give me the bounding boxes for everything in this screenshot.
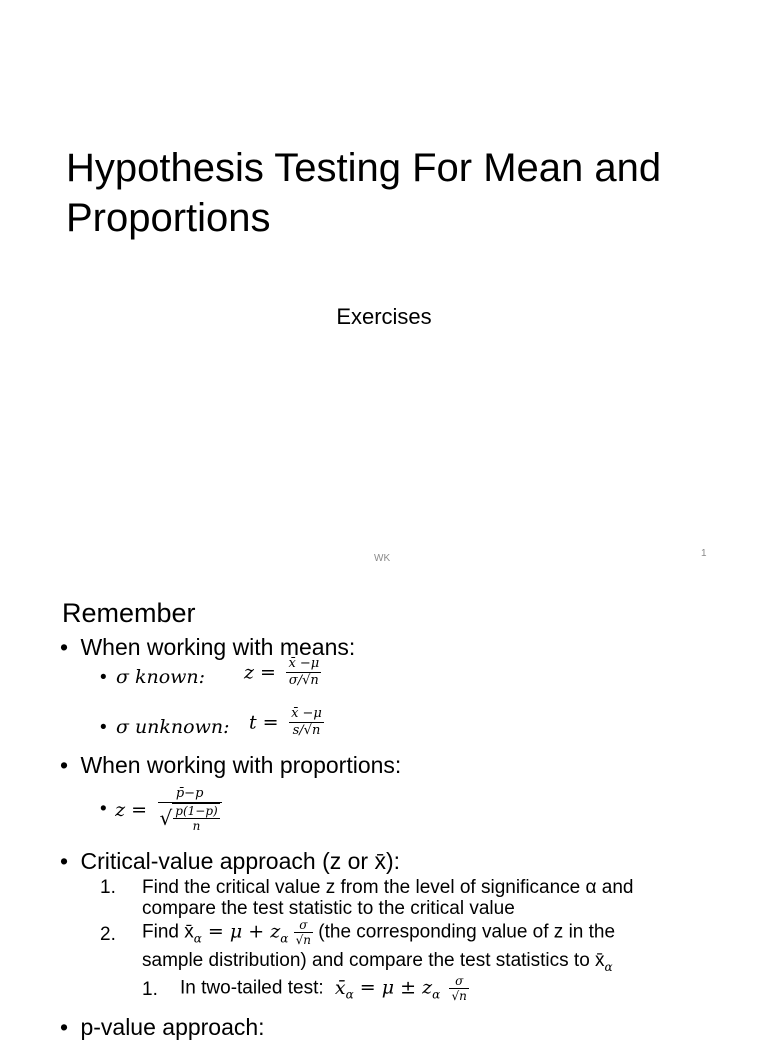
remember-slide bbox=[0, 576, 768, 1040]
sigma-unknown-formula bbox=[249, 706, 324, 739]
proportion-inner-denominator: n bbox=[173, 818, 219, 833]
critical-item2-frac-den: √n bbox=[295, 933, 311, 947]
proportion-fraction bbox=[158, 786, 222, 833]
critical-item1-number: 1. bbox=[100, 877, 116, 898]
slide-title bbox=[66, 143, 726, 243]
means-heading: When working with means: bbox=[80, 634, 356, 660]
bullet-sigma-unknown bbox=[100, 716, 230, 739]
slide-title-line2: Proportions bbox=[66, 196, 271, 240]
slide-title-line1: Hypothesis Testing For Mean and bbox=[66, 146, 662, 190]
bullet-dot: • bbox=[100, 717, 107, 738]
critical-item2-line2-text: sample distribution) and compare the test statistics to x̄ bbox=[142, 950, 605, 971]
sqrt-symbol-icon: √ bbox=[159, 806, 173, 830]
bullet-dot: • bbox=[60, 1014, 69, 1040]
critical-item1-line1: Find the critical value z from the level of significance α and bbox=[142, 877, 634, 898]
sub-item1-text: In two-tailed test: bbox=[180, 977, 324, 999]
critical-item2-line2-sub: α bbox=[604, 959, 613, 974]
critical-item2-line2 bbox=[142, 950, 613, 974]
proportion-formula bbox=[100, 786, 222, 833]
bullet-sigma-known bbox=[100, 666, 205, 689]
critical-item2-fraction bbox=[294, 918, 313, 947]
sigma-unknown-lhs: t = bbox=[249, 711, 279, 734]
critical-item2-sub-alpha: α bbox=[193, 931, 202, 946]
critical-item2-line1 bbox=[142, 918, 615, 947]
bullet-critical-value bbox=[60, 848, 400, 875]
sub-item1-mu-z: = μ ± z bbox=[353, 976, 433, 999]
sigma-known-denominator: σ/√n bbox=[286, 672, 321, 689]
proportion-denominator bbox=[158, 802, 222, 833]
sigma-known-lhs: z = bbox=[244, 661, 276, 684]
sub-item1-xbar: x̄ bbox=[334, 976, 346, 999]
slide-page-number: 1 bbox=[701, 548, 707, 559]
sigma-known-label: σ known: bbox=[115, 666, 206, 688]
sigma-known-formula bbox=[244, 656, 321, 689]
sigma-unknown-fraction bbox=[289, 706, 324, 739]
critical-item2-text: (the corresponding value of z in the bbox=[318, 921, 616, 943]
sigma-unknown-denominator: s/√n bbox=[289, 722, 324, 739]
bullet-dot: • bbox=[60, 848, 69, 874]
critical-heading: Critical-value approach (z or x̄): bbox=[80, 848, 401, 874]
critical-item1-line2: compare the test statistic to the critical value bbox=[142, 898, 515, 919]
slide-footer-author: WK bbox=[374, 553, 391, 564]
bullet-pvalue bbox=[60, 1014, 265, 1041]
bullet-dot: • bbox=[100, 667, 107, 688]
proportion-lhs: z = bbox=[115, 798, 148, 821]
bullet-dot: • bbox=[60, 752, 69, 778]
sigma-known-fraction bbox=[286, 656, 321, 689]
proportion-inner-numerator: p(1−p) bbox=[175, 804, 218, 818]
bullet-dot: • bbox=[100, 798, 107, 820]
sub-item1-frac-den: √n bbox=[451, 989, 467, 1003]
proportion-inner-fraction bbox=[172, 803, 219, 833]
sub-item1-line bbox=[180, 974, 469, 1003]
sub-item1-frac-num: σ bbox=[455, 974, 464, 988]
slide-subtitle: Exercises bbox=[336, 304, 432, 329]
critical-item2-frac-num: σ bbox=[299, 918, 308, 932]
sub-item1-fraction bbox=[449, 974, 468, 1003]
critical-item2-sub-alpha-2: α bbox=[280, 931, 289, 946]
bullet-dot: • bbox=[60, 634, 69, 660]
critical-item2-mu-z: = μ + z bbox=[201, 920, 281, 943]
slide-heading: Remember bbox=[62, 598, 196, 628]
proportions-heading: When working with proportions: bbox=[80, 752, 402, 778]
sigma-unknown-numerator: x̄ −μ bbox=[291, 706, 322, 721]
sub-item1-number: 1. bbox=[142, 979, 158, 1000]
sub-item1-sub-alpha-2: α bbox=[432, 987, 441, 1002]
bullet-proportions bbox=[60, 752, 401, 779]
proportion-numerator: p̄−p bbox=[175, 786, 204, 801]
sub-item1-sub-alpha: α bbox=[345, 987, 354, 1002]
critical-item2-find: Find x̄ bbox=[142, 921, 194, 943]
pvalue-heading: p-value approach: bbox=[80, 1014, 265, 1040]
sigma-known-numerator: x̄ −μ bbox=[288, 656, 320, 671]
sigma-unknown-label: σ unknown: bbox=[115, 716, 230, 738]
critical-item2-number: 2. bbox=[100, 924, 116, 945]
